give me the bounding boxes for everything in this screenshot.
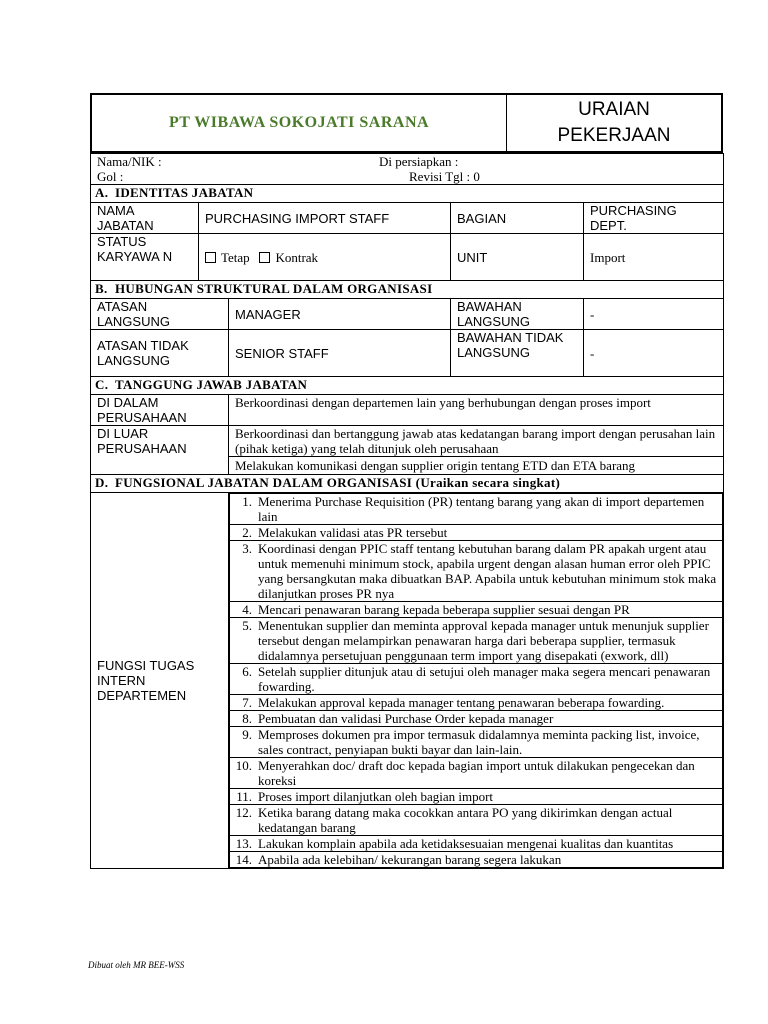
unit-value: Import (584, 234, 724, 281)
fungsi-item-text: Apabila ada kelebihan/ kekurangan barang segera lakukan (256, 852, 723, 868)
fungsi-item-number: 8. (230, 711, 257, 727)
fungsi-item-number: 14. (230, 852, 257, 868)
di-luar-value: Berkoordinasi dan bertanggung jawab atas kedatangan barang import dengan perusahan lain (pihak ketiga) yang telah ditunjuk oleh perusahaan (229, 426, 724, 457)
atasan-tidak-langsung-label: ATASAN TIDAK LANGSUNG (91, 330, 229, 377)
section-a-heading: A. IDENTITAS JABATAN (91, 185, 724, 203)
fungsi-item-text: Pembuatan dan validasi Purchase Order kepada manager (256, 711, 723, 727)
fungsi-item-number: 10. (230, 758, 257, 789)
section-a-title: IDENTITAS JABATAN (115, 185, 254, 200)
fungsi-item-text: Ketika barang datang maka cocokkan antara PO yang dikirimkan dengan actual kedatangan barang (256, 805, 723, 836)
fungsi-item-number: 11. (230, 789, 257, 805)
fungsi-item-number: 3. (230, 541, 257, 602)
fungsi-item-number: 12. (230, 805, 257, 836)
di-dalam-value: Berkoordinasi dengan departemen lain yang berhubungan dengan proses import (229, 395, 724, 426)
fungsi-item-number: 7. (230, 695, 257, 711)
title-line-1: URAIAN (578, 99, 650, 120)
section-b-title: HUBUNGAN STRUKTURAL DALAM ORGANISASI (115, 281, 433, 296)
atasan-tidak-langsung-row (91, 330, 724, 377)
fungsi-row (91, 493, 724, 869)
tetap-checkbox[interactable] (205, 252, 216, 263)
fungsi-item (230, 805, 723, 836)
bawahan-tidak-langsung-label: BAWAHAN TIDAK LANGSUNG (451, 330, 584, 377)
kontrak-label: Kontrak (275, 249, 319, 265)
company-name: PT WIBAWA SOKOJATI SARANA (92, 95, 507, 151)
fungsi-item-text: Memproses dokumen pra impor termasuk didalamnya meminta packing list, invoice, sales contract, penyiapan bukti bayar dan lain-lain. (256, 727, 723, 758)
fungsi-item-number: 2. (230, 525, 257, 541)
revisi-field: Revisi Tgl : 0 (409, 169, 480, 184)
atasan-tidak-langsung-value: SENIOR STAFF (229, 330, 451, 377)
fungsi-list (229, 493, 723, 868)
fungsi-item-text: Menerima Purchase Requisition (PR) tentang barang yang akan di import departemen lain (256, 494, 723, 525)
section-b-heading: B. HUBUNGAN STRUKTURAL DALAM ORGANISASI (91, 281, 724, 299)
fungsi-item (230, 494, 723, 525)
section-d-title: FUNGSIONAL JABATAN DALAM ORGANISASI (Uraikan secara singkat) (115, 475, 561, 490)
fungsi-item (230, 525, 723, 541)
job-description-table (90, 153, 724, 869)
fungsi-item (230, 618, 723, 664)
fungsi-item-number: 4. (230, 602, 257, 618)
fungsi-item-number: 1. (230, 494, 257, 525)
fungsi-item-number: 13. (230, 836, 257, 852)
fungsi-item (230, 695, 723, 711)
fungsi-list-cell (229, 493, 724, 869)
fungsi-item (230, 602, 723, 618)
di-dalam-label: DI DALAM PERUSAHAAN (91, 395, 229, 426)
fungsi-item (230, 541, 723, 602)
fungsi-item-text: Proses import dilanjutkan oleh bagian import (256, 789, 723, 805)
nama-jabatan-label: NAMA JABATAN (91, 203, 199, 234)
fungsi-item-number: 9. (230, 727, 257, 758)
nama-jabatan-value: PURCHASING IMPORT STAFF (199, 203, 451, 234)
section-d-heading: D. FUNGSIONAL JABATAN DALAM ORGANISASI (Uraikan secara singkat) (91, 475, 724, 493)
di-luar-row (91, 426, 724, 457)
status-label: STATUS KARYAWA N (91, 234, 199, 281)
section-c-heading: C. TANGGUNG JAWAB JABATAN (91, 377, 724, 395)
fungsi-item-number: 6. (230, 664, 257, 695)
meta-row (91, 154, 724, 185)
fungsi-item (230, 789, 723, 805)
kontrak-checkbox[interactable] (259, 252, 270, 263)
atasan-langsung-label: ATASAN LANGSUNG (91, 299, 229, 330)
status-options (199, 234, 451, 281)
di-luar-label: DI LUAR PERUSAHAAN (91, 426, 229, 475)
fungsi-item (230, 664, 723, 695)
fungsi-item-text: Menyerahkan doc/ draft doc kepada bagian import untuk dilakukan pengecekan dan koreksi (256, 758, 723, 789)
tetap-label: Tetap (221, 249, 250, 265)
di-dalam-row (91, 395, 724, 426)
nama-jabatan-row (91, 203, 724, 234)
fungsi-item (230, 758, 723, 789)
disiapkan-field: Di persiapkan : (379, 154, 459, 169)
unit-label: UNIT (451, 234, 584, 281)
status-row (91, 234, 724, 281)
bagian-label: BAGIAN (451, 203, 584, 234)
fungsi-item-text: Koordinasi dengan PPIC staff tentang kebutuhan barang dalam PR apakah urgent atau untuk memenuhi minimum stock, apabila urgent dengan alasan human error oleh PPIC yang bersangkutan maka dibuatkan BAP. Apabila untuk kebutuhan minimum stok maka dilanjutkan proses PR nya (256, 541, 723, 602)
komunikasi-value: Melakukan komunikasi dengan supplier origin tentang ETD dan ETA barang (229, 457, 724, 475)
document-title (507, 95, 721, 151)
bawahan-tidak-langsung-value: - (584, 330, 724, 377)
fungsi-item-text: Melakukan approval kepada manager tentang penawaran beberapa fowarding. (256, 695, 723, 711)
bawahan-langsung-value: - (584, 299, 724, 330)
fungsi-item (230, 852, 723, 868)
fungsi-label: FUNGSI TUGAS INTERN DEPARTEMEN (91, 493, 229, 869)
nama-nik-field: Nama/NIK : (97, 154, 162, 169)
fungsi-item (230, 836, 723, 852)
title-line-2: PEKERJAAN (557, 125, 671, 146)
fungsi-item-text: Melakukan validasi atas PR tersebut (256, 525, 723, 541)
fungsi-item-text: Lakukan komplain apabila ada ketidaksesuaian mengenai kualitas dan kuantitas (256, 836, 723, 852)
fungsi-item-text: Menentukan supplier dan meminta approval kepada manager untuk menunjuk supplier tersebut dengan melampirkan penawaran harga dari beberapa supplier, termasuk didalamnya persetujuan penggunaan term import yang disepakati (exwork, dll) (256, 618, 723, 664)
bawahan-langsung-label: BAWAHAN LANGSUNG (451, 299, 584, 330)
fungsi-item-text: Mencari penawaran barang kepada beberapa supplier sesuai dengan PR (256, 602, 723, 618)
atasan-langsung-value: MANAGER (229, 299, 451, 330)
document-header (90, 93, 723, 153)
gol-field: Gol : (97, 169, 124, 184)
atasan-langsung-row (91, 299, 724, 330)
fungsi-item-number: 5. (230, 618, 257, 664)
document-page (90, 93, 723, 869)
footer-credit: Dibuat oleh MR BEE-WSS (88, 960, 185, 970)
fungsi-item (230, 711, 723, 727)
fungsi-item (230, 727, 723, 758)
fungsi-item-text: Setelah supplier ditunjuk atau di setujui oleh manager maka segera mencari penawaran fowarding. (256, 664, 723, 695)
bagian-value: PURCHASING DEPT. (584, 203, 724, 234)
section-c-title: TANGGUNG JAWAB JABATAN (115, 377, 308, 392)
